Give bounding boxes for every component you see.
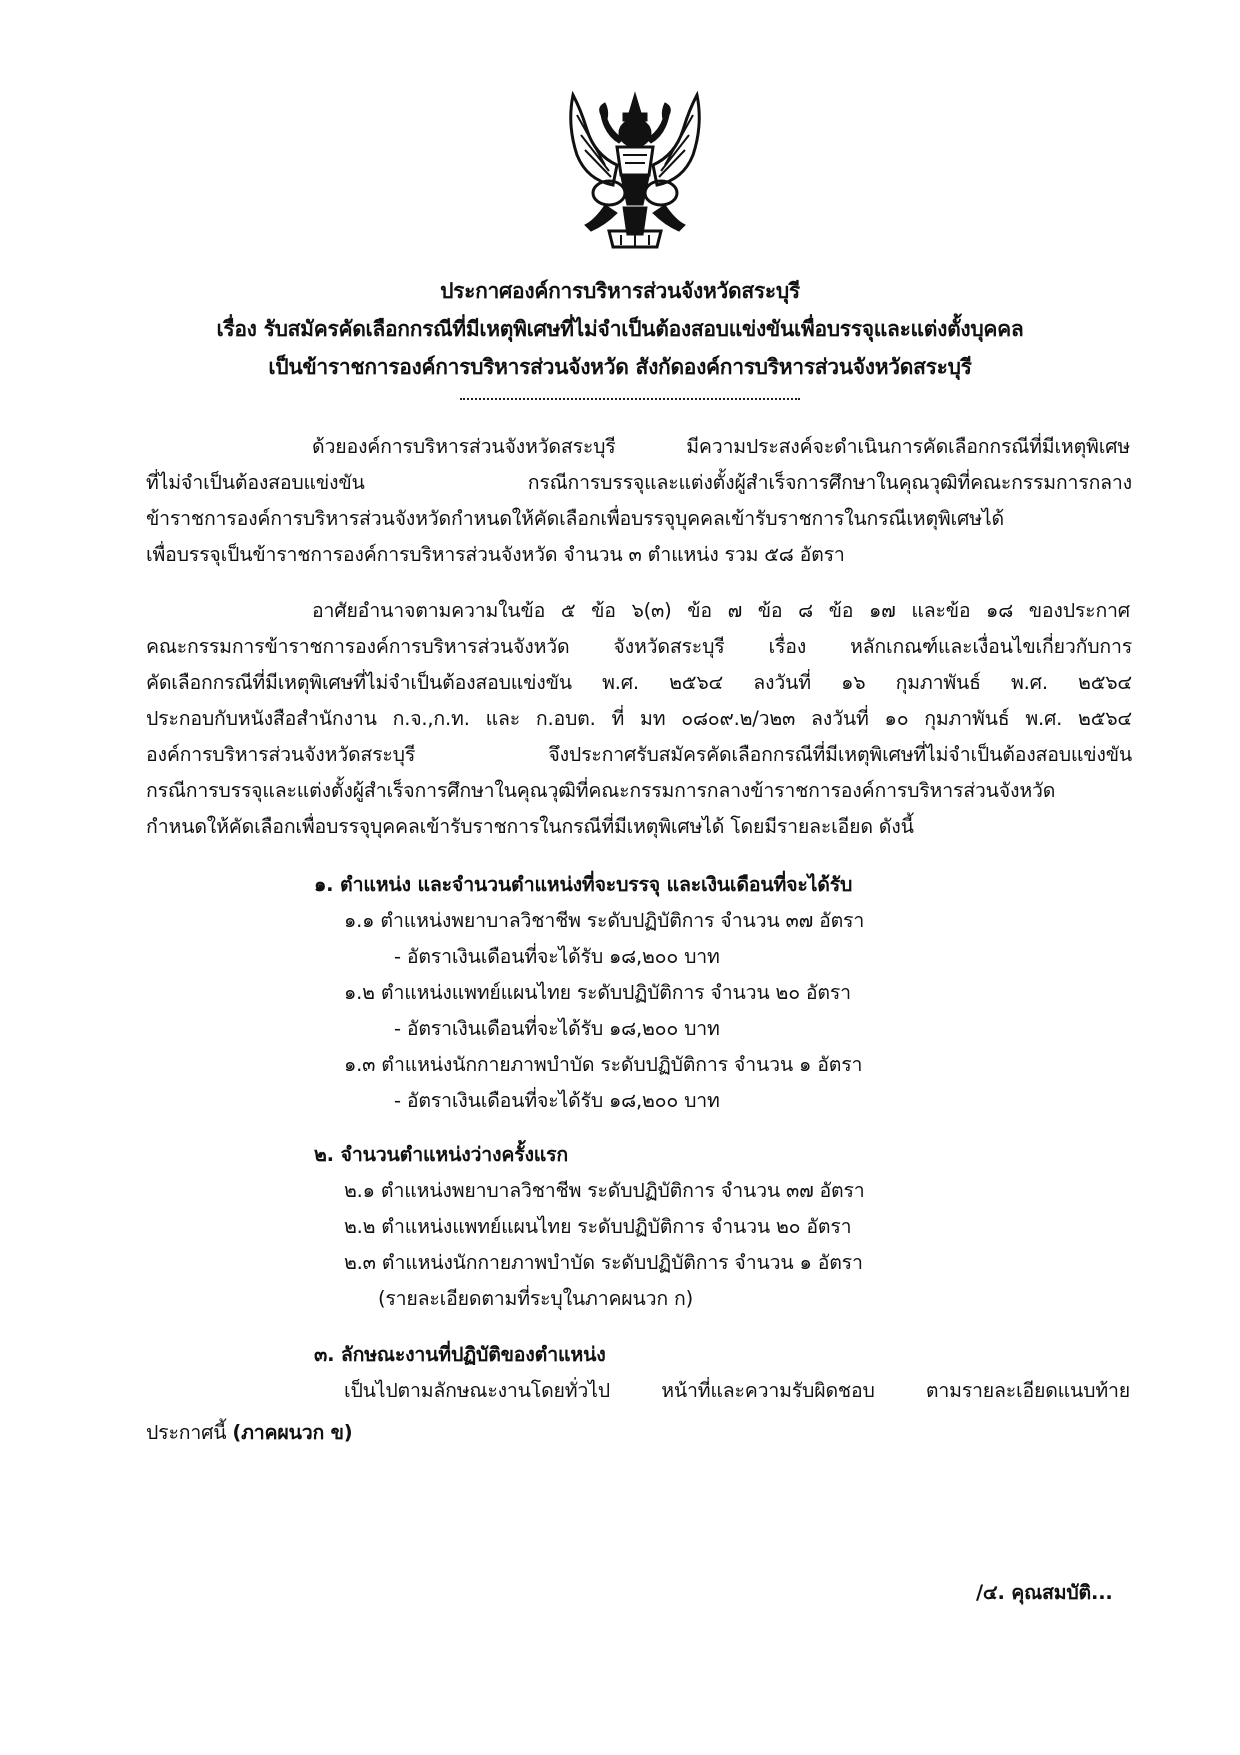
title-subject: เรื่อง รับสมัครคัดเลือกกรณีที่มีเหตุพิเศษที่ไม่จำเป็นต้องสอบแข่งขันเพื่อบรรจุและแต่งตั้งบุคคล	[216, 317, 1024, 341]
intro-p2-line4: ประกอบกับหนังสือสำนักงาน ก.จ.,ก.ท. และ ก.อบต. ที่ มท ๐๘๐๙.๒/ว๒๓ ลงวันที่ ๑๐ กุมภาพันธ์ พ.ศ. ๒๕๖๔	[146, 707, 1132, 730]
appendix-reference: (ภาคผนวก ข)	[232, 1421, 353, 1444]
intro-p2-line1: อาศัยอำนาจตามความในข้อ ๕ ข้อ ๖(๓) ข้อ ๗ ข้อ ๘ ข้อ ๑๗ และข้อ ๑๘ ของประกาศ	[312, 599, 1130, 622]
section3-body-line2	[146, 1416, 353, 1450]
section2-heading: ๒. จำนวนตำแหน่งว่างครั้งแรก	[314, 1143, 569, 1166]
intro-p2-line3: คัดเลือกกรณีที่มีเหตุพิเศษที่ไม่จำเป็นต้องสอบแข่งขัน พ.ศ. ๒๕๖๔ ลงวันที่ ๑๖ กุมภาพันธ์ พ.ศ. ๒๕๖๔	[146, 671, 1132, 694]
announcement-title	[0, 272, 1240, 386]
intro-p2-line2: คณะกรรมการข้าราชการองค์การบริหารส่วนจังหวัด จังหวัดสระบุรี เรื่อง หลักเกณฑ์และเงื่อนไขเกี่ยวกับการ	[146, 635, 1132, 658]
garuda-emblem-icon	[565, 85, 705, 250]
intro-p2-line5: องค์การบริหารส่วนจังหวัดสระบุรี จึงประกาศรับสมัครคัดเลือกกรณีที่มีเหตุพิเศษที่ไม่จำเป็นต้องสอบแข่งขัน	[146, 743, 1132, 766]
section3-body-text: ประกาศนี้	[146, 1421, 233, 1444]
section2-item1: ๒.๑ ตำแหน่งพยาบาลวิชาชีพ ระดับปฏิบัติการ จำนวน ๓๗ อัตรา	[344, 1179, 865, 1202]
intro-p1-line2: ที่ไม่จำเป็นต้องสอบแข่งขัน กรณีการบรรจุและแต่งตั้งผู้สำเร็จการศึกษาในคุณวุฒิที่คณะกรรมการกลาง	[146, 471, 1132, 494]
section2-item2: ๒.๒ ตำแหน่งแพทย์แผนไทย ระดับปฏิบัติการ จำนวน ๒๐ อัตรา	[344, 1215, 852, 1238]
section1-item1: ๑.๑ ตำแหน่งพยาบาลวิชาชีพ ระดับปฏิบัติการ จำนวน ๓๗ อัตรา	[344, 909, 865, 932]
intro-p1-line3: ข้าราชการองค์การบริหารส่วนจังหวัดกำหนดให้คัดเลือกเพื่อบรรจุบุคคลเข้ารับราชการในกรณีเหตุพิเศษได้	[146, 507, 1004, 530]
section1-item1-salary: - อัตราเงินเดือนที่จะได้รับ ๑๘,๒๐๐ บาท	[394, 945, 720, 968]
intro-p2-line7: กำหนดให้คัดเลือกเพื่อบรรจุบุคคลเข้ารับราชการในกรณีที่มีเหตุพิเศษได้ โดยมีรายละเอียด ดังนี้	[146, 815, 914, 838]
section1-item2-salary: - อัตราเงินเดือนที่จะได้รับ ๑๘,๒๐๐ บาท	[394, 1017, 720, 1040]
section3-heading: ๓. ลักษณะงานที่ปฏิบัติของตำแหน่ง	[314, 1343, 606, 1366]
section2-note: (รายละเอียดตามที่ระบุในภาคผนวก ก)	[378, 1287, 694, 1310]
continuation-marker: /๔. คุณสมบัติ...	[976, 1581, 1113, 1604]
intro-p1-line4: เพื่อบรรจุเป็นข้าราชการองค์การบริหารส่วนจังหวัด จำนวน ๓ ตำแหน่ง รวม ๕๘ อัตรา	[146, 543, 845, 566]
section2-item3: ๒.๓ ตำแหน่งนักกายภาพบำบัด ระดับปฏิบัติการ จำนวน ๑ อัตรา	[344, 1251, 863, 1274]
intro-p1-line1: ด้วยองค์การบริหารส่วนจังหวัดสระบุรี มีความประสงค์จะดำเนินการคัดเลือกกรณีที่มีเหตุพิเศษ	[312, 435, 1130, 458]
section1-item2: ๑.๒ ตำแหน่งแพทย์แผนไทย ระดับปฏิบัติการ จำนวน ๒๐ อัตรา	[344, 981, 851, 1004]
section1-item3-salary: - อัตราเงินเดือนที่จะได้รับ ๑๘,๒๐๐ บาท	[394, 1089, 720, 1112]
title-separator	[460, 398, 800, 400]
section3-body-line1: เป็นไปตามลักษณะงานโดยทั่วไป หน้าที่และความรับผิดชอบ ตามรายละเอียดแนบท้าย	[344, 1379, 1130, 1402]
title-issuer: ประกาศองค์การบริหารส่วนจังหวัดสระบุรี	[440, 279, 800, 303]
intro-p2-line6: กรณีการบรรจุและแต่งตั้งผู้สำเร็จการศึกษาในคุณวุฒิที่คณะกรรมการกลางข้าราชการองค์การบริหารส่วนจังหวัด	[146, 779, 1056, 802]
section1-item3: ๑.๓ ตำแหน่งนักกายภาพบำบัด ระดับปฏิบัติการ จำนวน ๑ อัตรา	[344, 1053, 863, 1076]
title-subject-cont: เป็นข้าราชการองค์การบริหารส่วนจังหวัด สังกัดองค์การบริหารส่วนจังหวัดสระบุรี	[268, 355, 972, 379]
section1-heading: ๑. ตำแหน่ง และจำนวนตำแหน่งที่จะบรรจุ และเงินเดือนที่จะได้รับ	[314, 873, 853, 896]
